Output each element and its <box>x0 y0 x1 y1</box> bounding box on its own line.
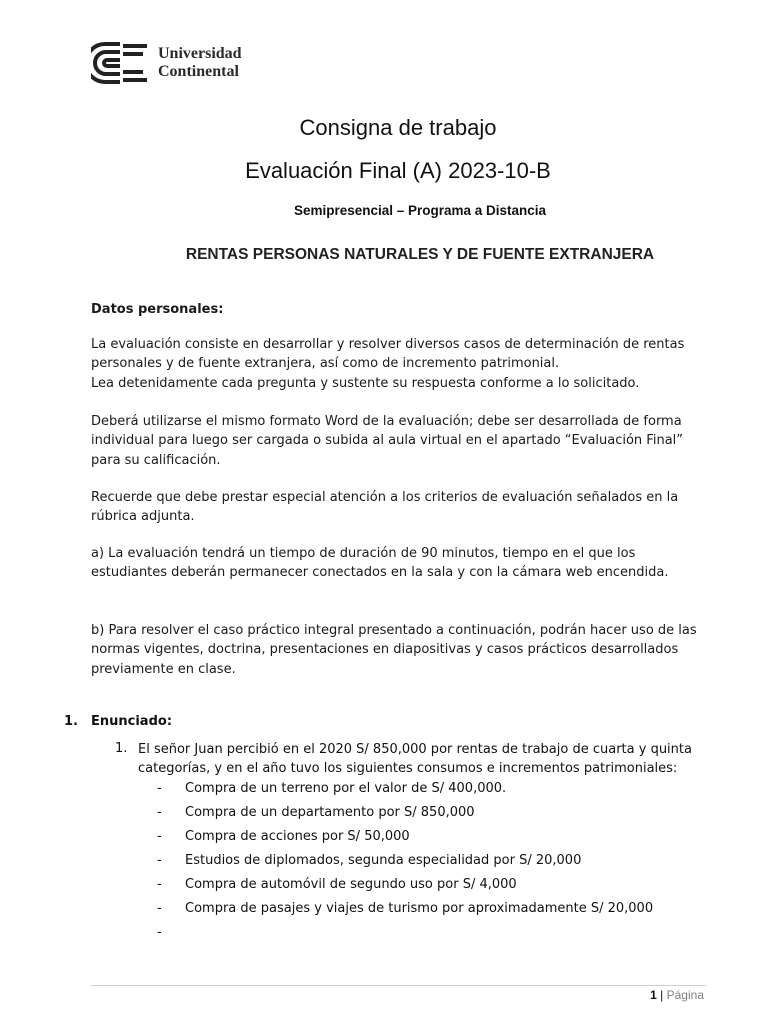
list-item: - Compra de automóvil de segundo uso por S/ 4,000 <box>157 877 517 892</box>
datos-personales-label: Datos personales: <box>91 302 224 317</box>
footer-separator: | <box>660 988 664 1002</box>
university-logo-icon <box>91 42 149 84</box>
course-heading: RENTAS PERSONAS NATURALES Y DE FUENTE EXTRANJERA <box>185 246 655 263</box>
item-text: El señor Juan percibió en el 2020 S/ 850,000 por rentas de trabajo de cuarta y quinta categorías, y en el año tuvo los siguientes consumos e incrementos patrimoniales: <box>138 742 692 776</box>
paragraph-intro: La evaluación consiste en desarrollar y resolver diversos casos de determinación de rentas personales y de fuente extranjera, así como de incremento patrimonial. Lea detenidamente cada pregunta y sustente su respuesta conforme a lo solicitado. <box>91 337 685 391</box>
paragraph-rubric: Recuerde que debe prestar especial atención a los criterios de evaluación señalados en la rúbrica adjunta. <box>91 490 679 525</box>
document-title: Consigna de trabajo <box>299 115 497 140</box>
logo-line-1: Universidad <box>158 45 242 62</box>
logo-text <box>158 45 242 81</box>
list-item: - Estudios de diplomados, segunda especialidad por S/ 20,000 <box>157 853 582 868</box>
list-item: - Compra de un departamento por S/ 850,000 <box>157 805 475 820</box>
page-label: Página <box>666 988 704 1002</box>
section-label: Enunciado: <box>91 714 173 729</box>
list-item: - <box>157 925 162 940</box>
university-logo <box>91 42 242 84</box>
paragraph-format: Deberá utilizarse el mismo formato Word de la evaluación; debe ser desarrollada de forma individual para luego ser cargada o subida al aula virtual en el apartado “Evaluación Final” para su calificación. <box>91 414 684 468</box>
logo-line-2: Continental <box>158 63 239 80</box>
item-number: 1. <box>115 741 128 756</box>
section-number: 1. <box>64 714 78 729</box>
document-subtitle-exam: Evaluación Final (A) 2023-10-B <box>245 158 551 183</box>
page-number: 1 <box>650 988 657 1002</box>
list-item: - Compra de acciones por S/ 50,000 <box>157 829 410 844</box>
bullet-list <box>157 780 653 948</box>
paragraph-resources: b) Para resolver el caso práctico integral presentado a continuación, podrán hacer uso de las normas vigentes, doctrina, presentaciones en diapositivas y casos prácticos desarrollados previamente en clase. <box>91 623 697 677</box>
paragraph-duration: a) La evaluación tendrá un tiempo de duración de 90 minutos, tiempo en el que los estudiantes deberán permanecer conectados en la sala y con la cámara web encendida. <box>91 546 669 581</box>
footer-divider <box>91 985 706 986</box>
list-item: - Compra de pasajes y viajes de turismo por aproximadamente S/ 20,000 <box>157 901 654 916</box>
list-item: - Compra de un terreno por el valor de S/ 400,000. <box>157 781 507 796</box>
page-footer <box>650 988 704 1002</box>
program-subtitle: Semipresencial – Programa a Distancia <box>293 203 547 218</box>
